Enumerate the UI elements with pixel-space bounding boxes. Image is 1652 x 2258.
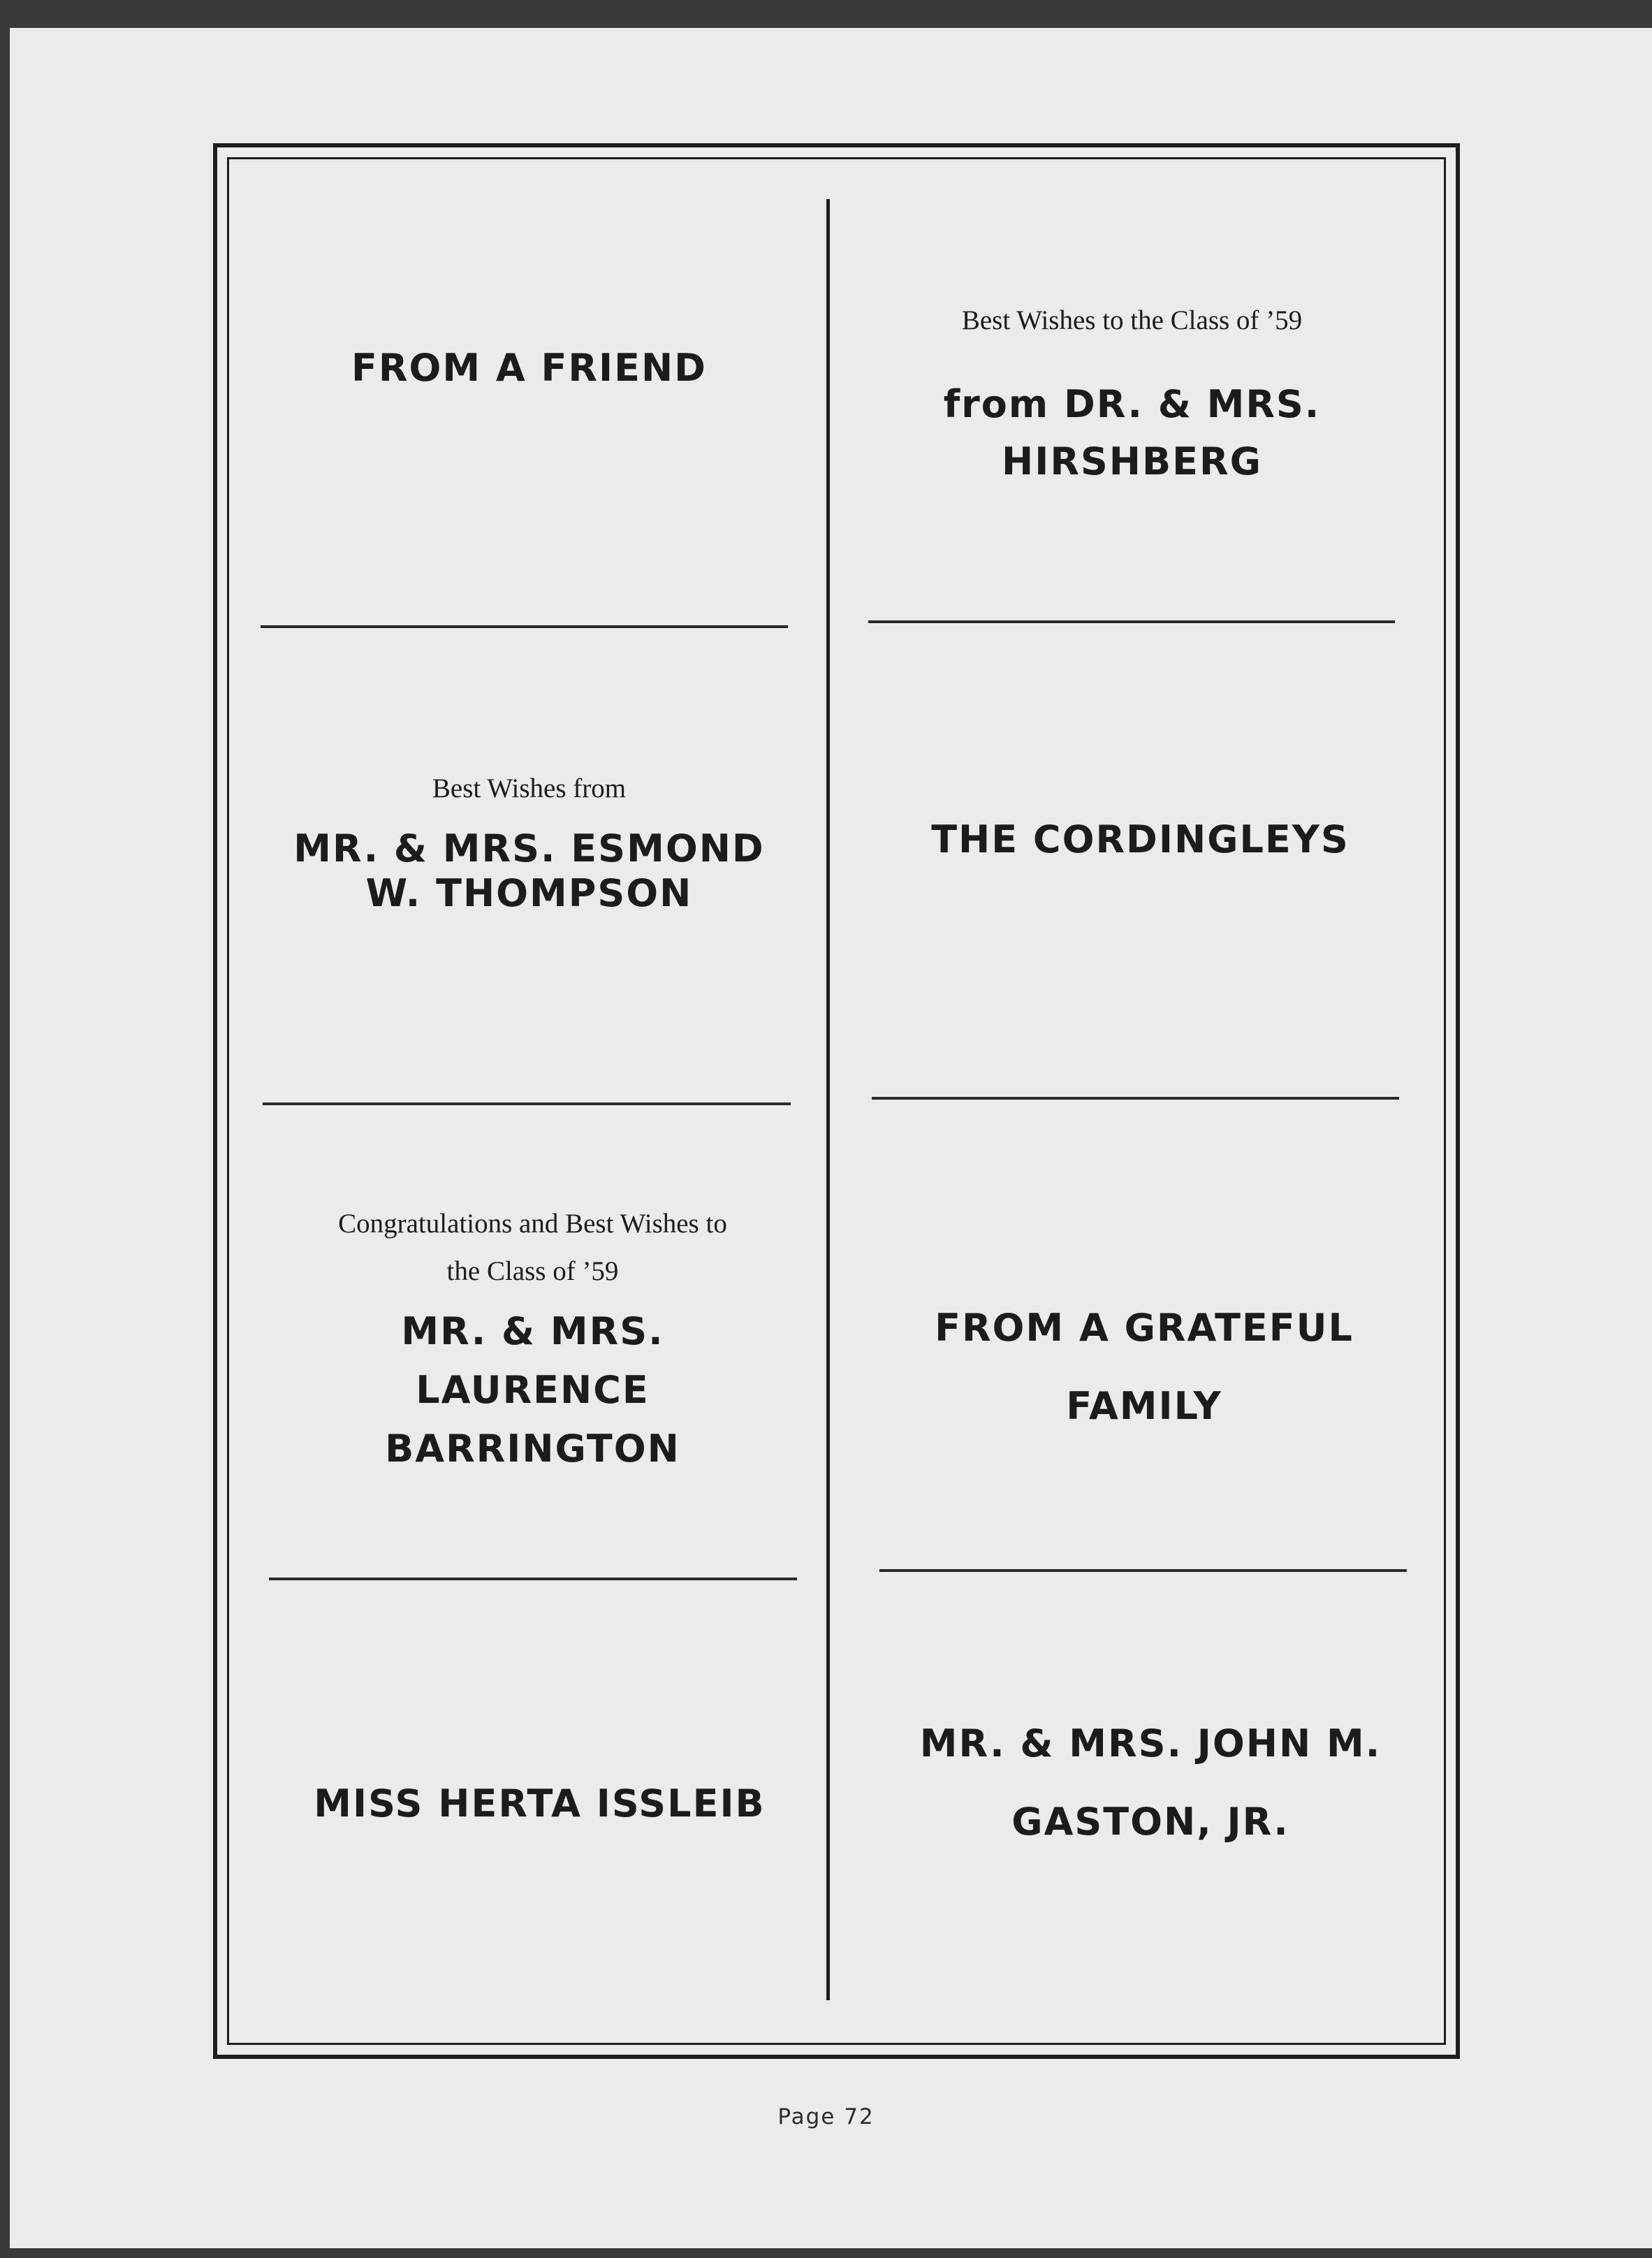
ad-name: THE CORDINGLEYS — [931, 817, 1350, 861]
ad-gaston — [882, 1705, 1419, 1861]
divider-rule — [872, 1097, 1399, 1100]
ad-issleib — [276, 1782, 803, 1826]
ad-name: from DR. & MRS. — [943, 382, 1321, 426]
ad-cordingleys — [877, 817, 1404, 861]
ad-grateful-family — [879, 1289, 1410, 1445]
ad-name: FAMILY — [1066, 1384, 1222, 1428]
ad-thompson — [265, 765, 793, 916]
ad-intro: Congratulations and Best Wishes to — [338, 1209, 727, 1239]
ad-name: FROM A GRATEFUL — [935, 1306, 1354, 1350]
ad-intro: Best Wishes from — [432, 773, 627, 803]
ad-name: MISS HERTA ISSLEIB — [314, 1782, 766, 1826]
ad-name: BARRINGTON — [385, 1427, 680, 1471]
divider-rule — [269, 1578, 797, 1580]
ad-name: MR. & MRS. ESMOND — [293, 826, 765, 871]
divider-rule — [261, 625, 788, 628]
ad-name: MR. & MRS. JOHN M. — [919, 1721, 1382, 1765]
ad-name: GASTON, JR. — [1011, 1800, 1289, 1844]
ad-barrington — [265, 1200, 800, 1478]
ad-name: LAURENCE — [416, 1368, 650, 1412]
column-divider — [826, 199, 830, 2000]
ad-name: FROM A FRIEND — [351, 346, 707, 390]
page-number: Page 72 — [777, 2104, 875, 2129]
ad-name: HIRSHBERG — [1002, 439, 1262, 483]
ad-intro: Best Wishes to the Class of ’59 — [961, 305, 1303, 335]
divider-rule — [868, 620, 1395, 623]
ad-intro: the Class of ’59 — [446, 1256, 619, 1286]
ad-hirshberg — [868, 297, 1396, 490]
ad-name: W. THOMPSON — [365, 871, 693, 915]
ad-from-a-friend — [265, 346, 793, 390]
ad-name: MR. & MRS. — [401, 1309, 664, 1353]
divider-rule — [263, 1102, 791, 1105]
divider-rule — [879, 1569, 1407, 1572]
